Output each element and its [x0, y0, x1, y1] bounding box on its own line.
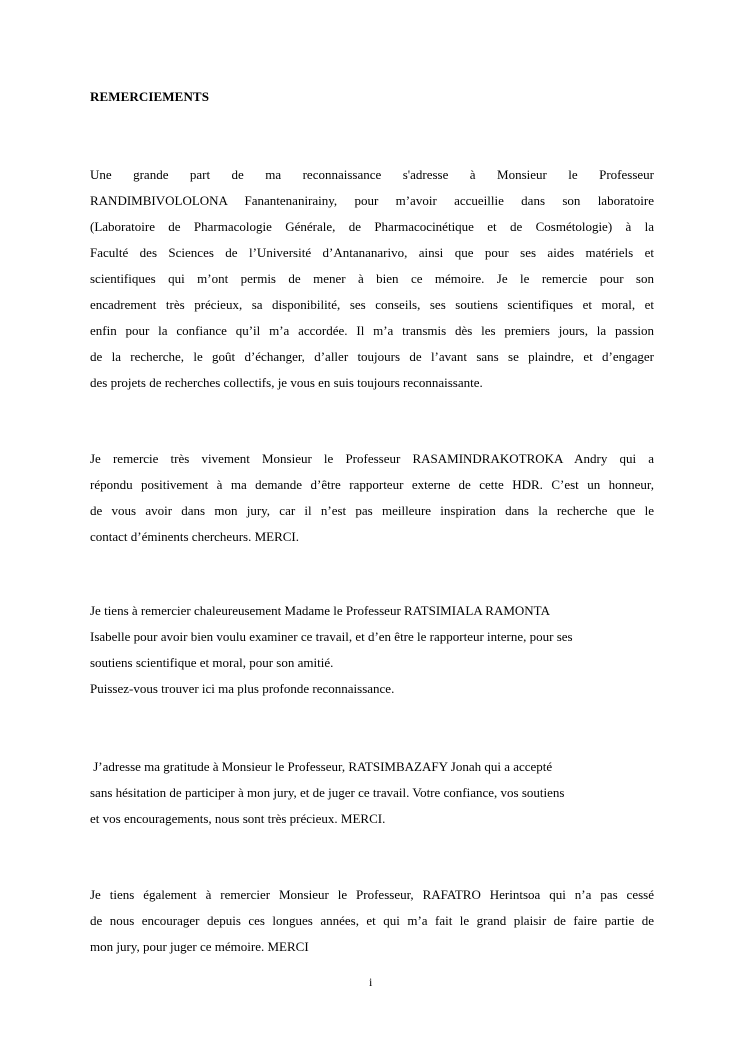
paragraph-rasamindrakotroka: [90, 446, 654, 550]
page-title: REMERCIEMENTS: [90, 89, 210, 104]
text-line: Puissez-vous trouver ici ma plus profonde reconnaissance.: [90, 681, 395, 696]
text-line: Je tiens à remercier chaleureusement Madame le Professeur RATSIMIALA RAMONTA: [90, 603, 550, 618]
paragraph-randimbivololona: [90, 162, 654, 396]
text-line: de la recherche, le goût d’échanger, d’aller toujours de l’avant sans se plaindre, et d’engager: [90, 349, 654, 364]
text-line: de vous avoir dans mon jury, car il n’est pas meilleure inspiration dans la recherche que le: [90, 503, 654, 518]
text-line: des projets de recherches collectifs, je vous en suis toujours reconnaissante.: [90, 375, 483, 390]
text-line: mon jury, pour juger ce mémoire. MERCI: [90, 939, 309, 954]
text-line: RANDIMBIVOLOLONA Fanantenanirainy, pour m’avoir accueillie dans son laboratoire: [90, 193, 654, 208]
text-line: sans hésitation de participer à mon jury, et de juger ce travail. Votre confiance, vos soutiens: [90, 785, 565, 800]
paragraph-ratsimbazafy: [90, 754, 654, 832]
text-line: soutiens scientifique et moral, pour son amitié.: [90, 655, 334, 670]
text-line: Une grande part de ma reconnaissance s'adresse à Monsieur le Professeur: [90, 167, 654, 182]
text-line: contact d’éminents chercheurs. MERCI.: [90, 529, 300, 544]
text-line: et vos encouragements, nous sont très précieux. MERCI.: [90, 811, 386, 826]
text-line: de nous encourager depuis ces longues années, et qui m’a fait le grand plaisir de faire partie de: [90, 913, 654, 928]
text-line: J’adresse ma gratitude à Monsieur le Professeur, RATSIMBAZAFY Jonah qui a accepté: [90, 759, 553, 774]
text-line: Faculté des Sciences de l’Université d’Antananarivo, ainsi que pour ses aides matériels et: [90, 245, 654, 260]
text-line: (Laboratoire de Pharmacologie Générale, de Pharmacocinétique et de Cosmétologie) à la: [90, 219, 654, 234]
text-line: encadrement très précieux, sa disponibilité, ses conseils, ses soutiens scientifiques et moral, et: [90, 297, 654, 312]
text-line: Je remercie très vivement Monsieur le Professeur RASAMINDRAKOTROKA Andry qui a: [90, 451, 654, 466]
text-line: Isabelle pour avoir bien voulu examiner ce travail, et d’en être le rapporteur interne, pour ses: [90, 629, 573, 644]
text-line: enfin pour la confiance qu’il m’a accordée. Il m’a transmis dès les premiers jours, la passion: [90, 323, 654, 338]
text-line: Je tiens également à remercier Monsieur le Professeur, RAFATRO Herintsoa qui n’a pas cessé: [90, 887, 654, 902]
paragraph-rafatro: [90, 882, 654, 960]
page-number: i: [369, 975, 373, 989]
text-line: répondu positivement à ma demande d’être rapporteur externe de cette HDR. C’est un honneur,: [90, 477, 654, 492]
paragraph-ratsimiala: [90, 598, 654, 702]
text-line: scientifiques qui m’ont permis de mener à bien ce mémoire. Je le remercie pour son: [90, 271, 654, 286]
